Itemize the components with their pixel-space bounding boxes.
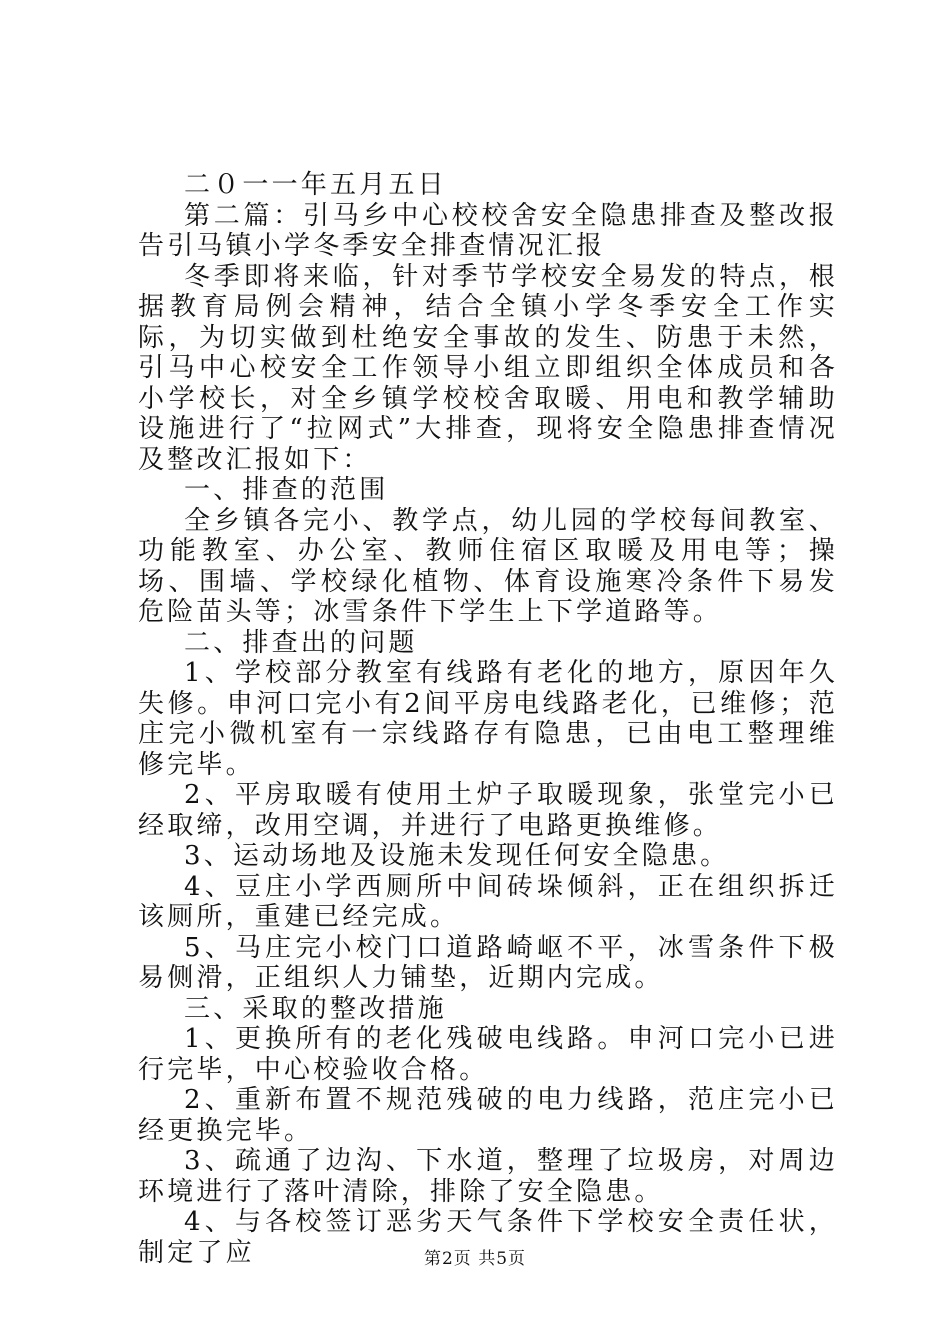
heading-measures: 三、采取的整改措施: [184, 993, 447, 1024]
heading-scope: 一、排查的范围: [184, 475, 389, 505]
problem-item: 2、平房取暖有使用土炉子取暖现象，张堂完小已经取缔，改用空调，并进行了电路更换维修。: [138, 780, 838, 841]
problem-item: 3、运动场地及设施未发现任何安全隐患。: [184, 841, 730, 871]
problem-item: 5、马庄完小校门口道路崎岖不平，冰雪条件下极易侧滑，正组织人力铺垫，近期内完成。: [138, 932, 838, 993]
page-number: 第2页 共5页: [423, 1249, 527, 1269]
document-body: [138, 170, 838, 1268]
measure-item: 1、更换所有的老化残破电线路。申河口完小已进行完毕，中心校验收合格。: [138, 1024, 838, 1085]
intro-paragraph: 冬季即将来临，针对季节学校安全易发的特点，根据教育局例会精神，结合全镇小学冬季安全工作实际，为切实做到杜绝安全事故的发生、防患于未然，引马中心校安全工作领导小组立即组织全体成员和各小学校长，对全乡镇学校校舍取暖、用电和教学辅助设施进行了“拉网式”大排查，现将安全隐患排查情况及整改汇报如下：: [138, 261, 838, 475]
problem-item: 4、豆庄小学西厕所中间砖垛倾斜，正在组织拆迁该厕所，重建已经完成。: [138, 871, 838, 932]
measure-item: 4、与各校签订恶劣天气条件下学校安全责任状，制定了应: [138, 1207, 838, 1268]
scope-paragraph: 全乡镇各完小、教学点，幼儿园的学校每间教室、功能教室、办公室、教师住宿区取暖及用电等；操场、围墙、学校绿化植物、体育设施寒冷条件下易发危险苗头等；冰雪条件下学生上下学道路等。: [138, 505, 838, 627]
heading-problems: 二、排查出的问题: [184, 627, 418, 658]
problem-item: 1、学校部分教室有线路有老化的地方，原因年久失修。申河口完小有2间平房电线路老化，已维修；范庄完小微机室有一宗线路存有隐患，已由电工整理维修完毕。: [138, 658, 838, 780]
date-line: 二０一一年五月五日: [184, 170, 447, 200]
page-footer: [0, 1244, 950, 1269]
measure-item: 2、重新布置不规范残破的电力线路，范庄完小已经更换完毕。: [138, 1085, 838, 1146]
measure-item: 3、疏通了边沟、下水道，整理了垃圾房，对周边环境进行了落叶清除，排除了安全隐患。: [138, 1146, 838, 1207]
section-title: 第二篇：引马乡中心校校舍安全隐患排查及整改报告引马镇小学冬季安全排查情况汇报: [138, 200, 838, 261]
